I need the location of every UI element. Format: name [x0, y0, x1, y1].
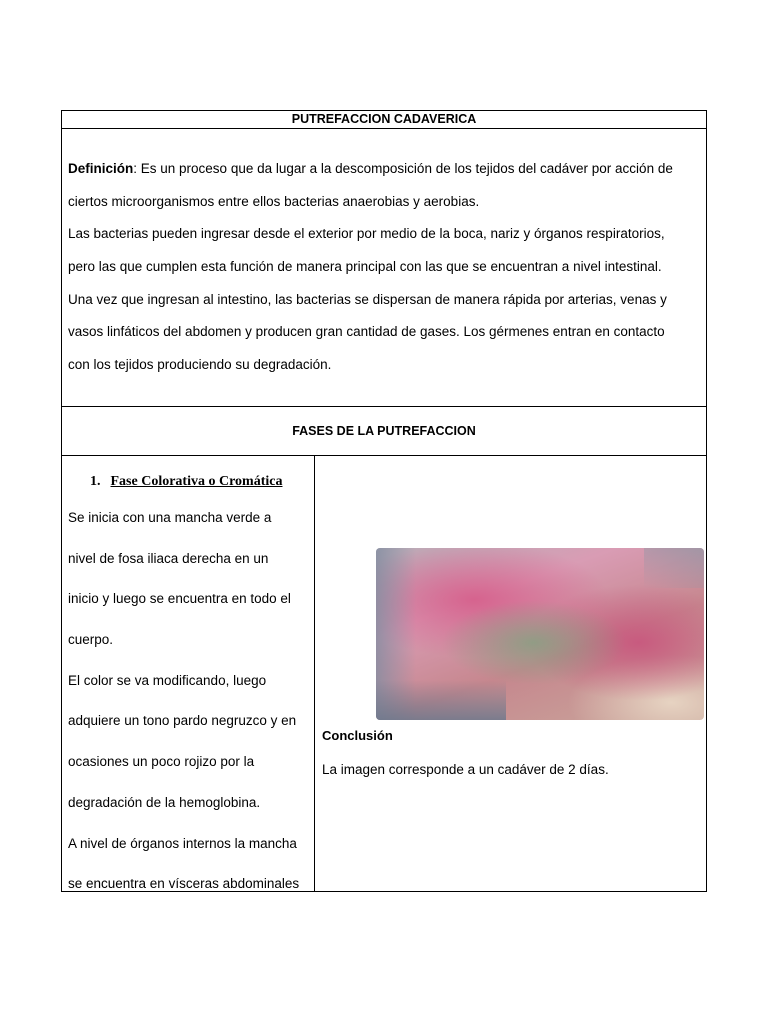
- phase-line: nivel de fosa iliaca derecha en un: [68, 550, 269, 566]
- phase-heading: [90, 474, 282, 490]
- phase-line: degradación de la hemoglobina.: [68, 794, 261, 810]
- phase-number: 1.: [90, 474, 101, 489]
- definition-line: pero las que cumplen esta función de manera principal con las que se encuentran a nivel intestinal.: [68, 259, 662, 275]
- photo-fabric-top: [644, 548, 704, 588]
- phase-description-cell: [62, 456, 315, 892]
- definition-line: Las bacterias pueden ingresar desde el exterior por medio de la boca, nariz y órganos respiratorios,: [68, 226, 665, 242]
- document-table: [61, 110, 707, 892]
- definition-line-text: : Es un proceso que da lugar a la descomposición de los tejidos del cadáver por acción de: [133, 161, 673, 176]
- phase-line: Se inicia con una mancha verde a: [68, 510, 272, 525]
- phase-line: inicio y luego se encuentra en todo el: [68, 591, 291, 607]
- document-title: PUTREFACCION CADAVERICA: [62, 111, 706, 129]
- definition-section: [62, 128, 706, 407]
- definition-text: [68, 161, 702, 382]
- definition-line: vasos linfáticos del abdomen y producen gran cantidad de gases. Los gérmenes entran en contacto: [68, 324, 665, 340]
- phase-title: Fase Colorativa o Cromática: [110, 474, 283, 489]
- definition-line: Una vez que ingresan al intestino, las bacterias se dispersan de manera rápida por arterias, venas y: [68, 291, 667, 307]
- phase-image-cell: [315, 456, 706, 892]
- definition-line: con los tejidos produciendo su degradación.: [68, 357, 332, 373]
- phase-line: ocasiones un poco rojizo por la: [68, 754, 255, 770]
- phases-heading: FASES DE LA PUTREFACCION: [62, 407, 706, 456]
- definition-line: ciertos microorganismos entre ellos bacterias anaerobias y aerobias.: [68, 193, 480, 209]
- definition-label: Definición: [68, 161, 134, 176]
- phase-line: A nivel de órganos internos la mancha: [68, 835, 297, 851]
- phase-line: adquiere un tono pardo negruzco y en: [68, 713, 297, 729]
- phase-description: [68, 498, 312, 905]
- photo-fabric-bottom: [376, 680, 506, 720]
- cadaver-skin-photo: [376, 548, 704, 720]
- phase-line: El color se va modificando, luego: [68, 672, 267, 688]
- conclusion-text: La imagen corresponde a un cadáver de 2 días.: [322, 762, 609, 777]
- phase-content-row: [62, 456, 706, 892]
- conclusion-label: Conclusión: [322, 728, 393, 743]
- phase-line: cuerpo.: [68, 632, 114, 648]
- phase-line: se encuentra en vísceras abdominales: [68, 876, 300, 892]
- definition-line: [68, 153, 702, 186]
